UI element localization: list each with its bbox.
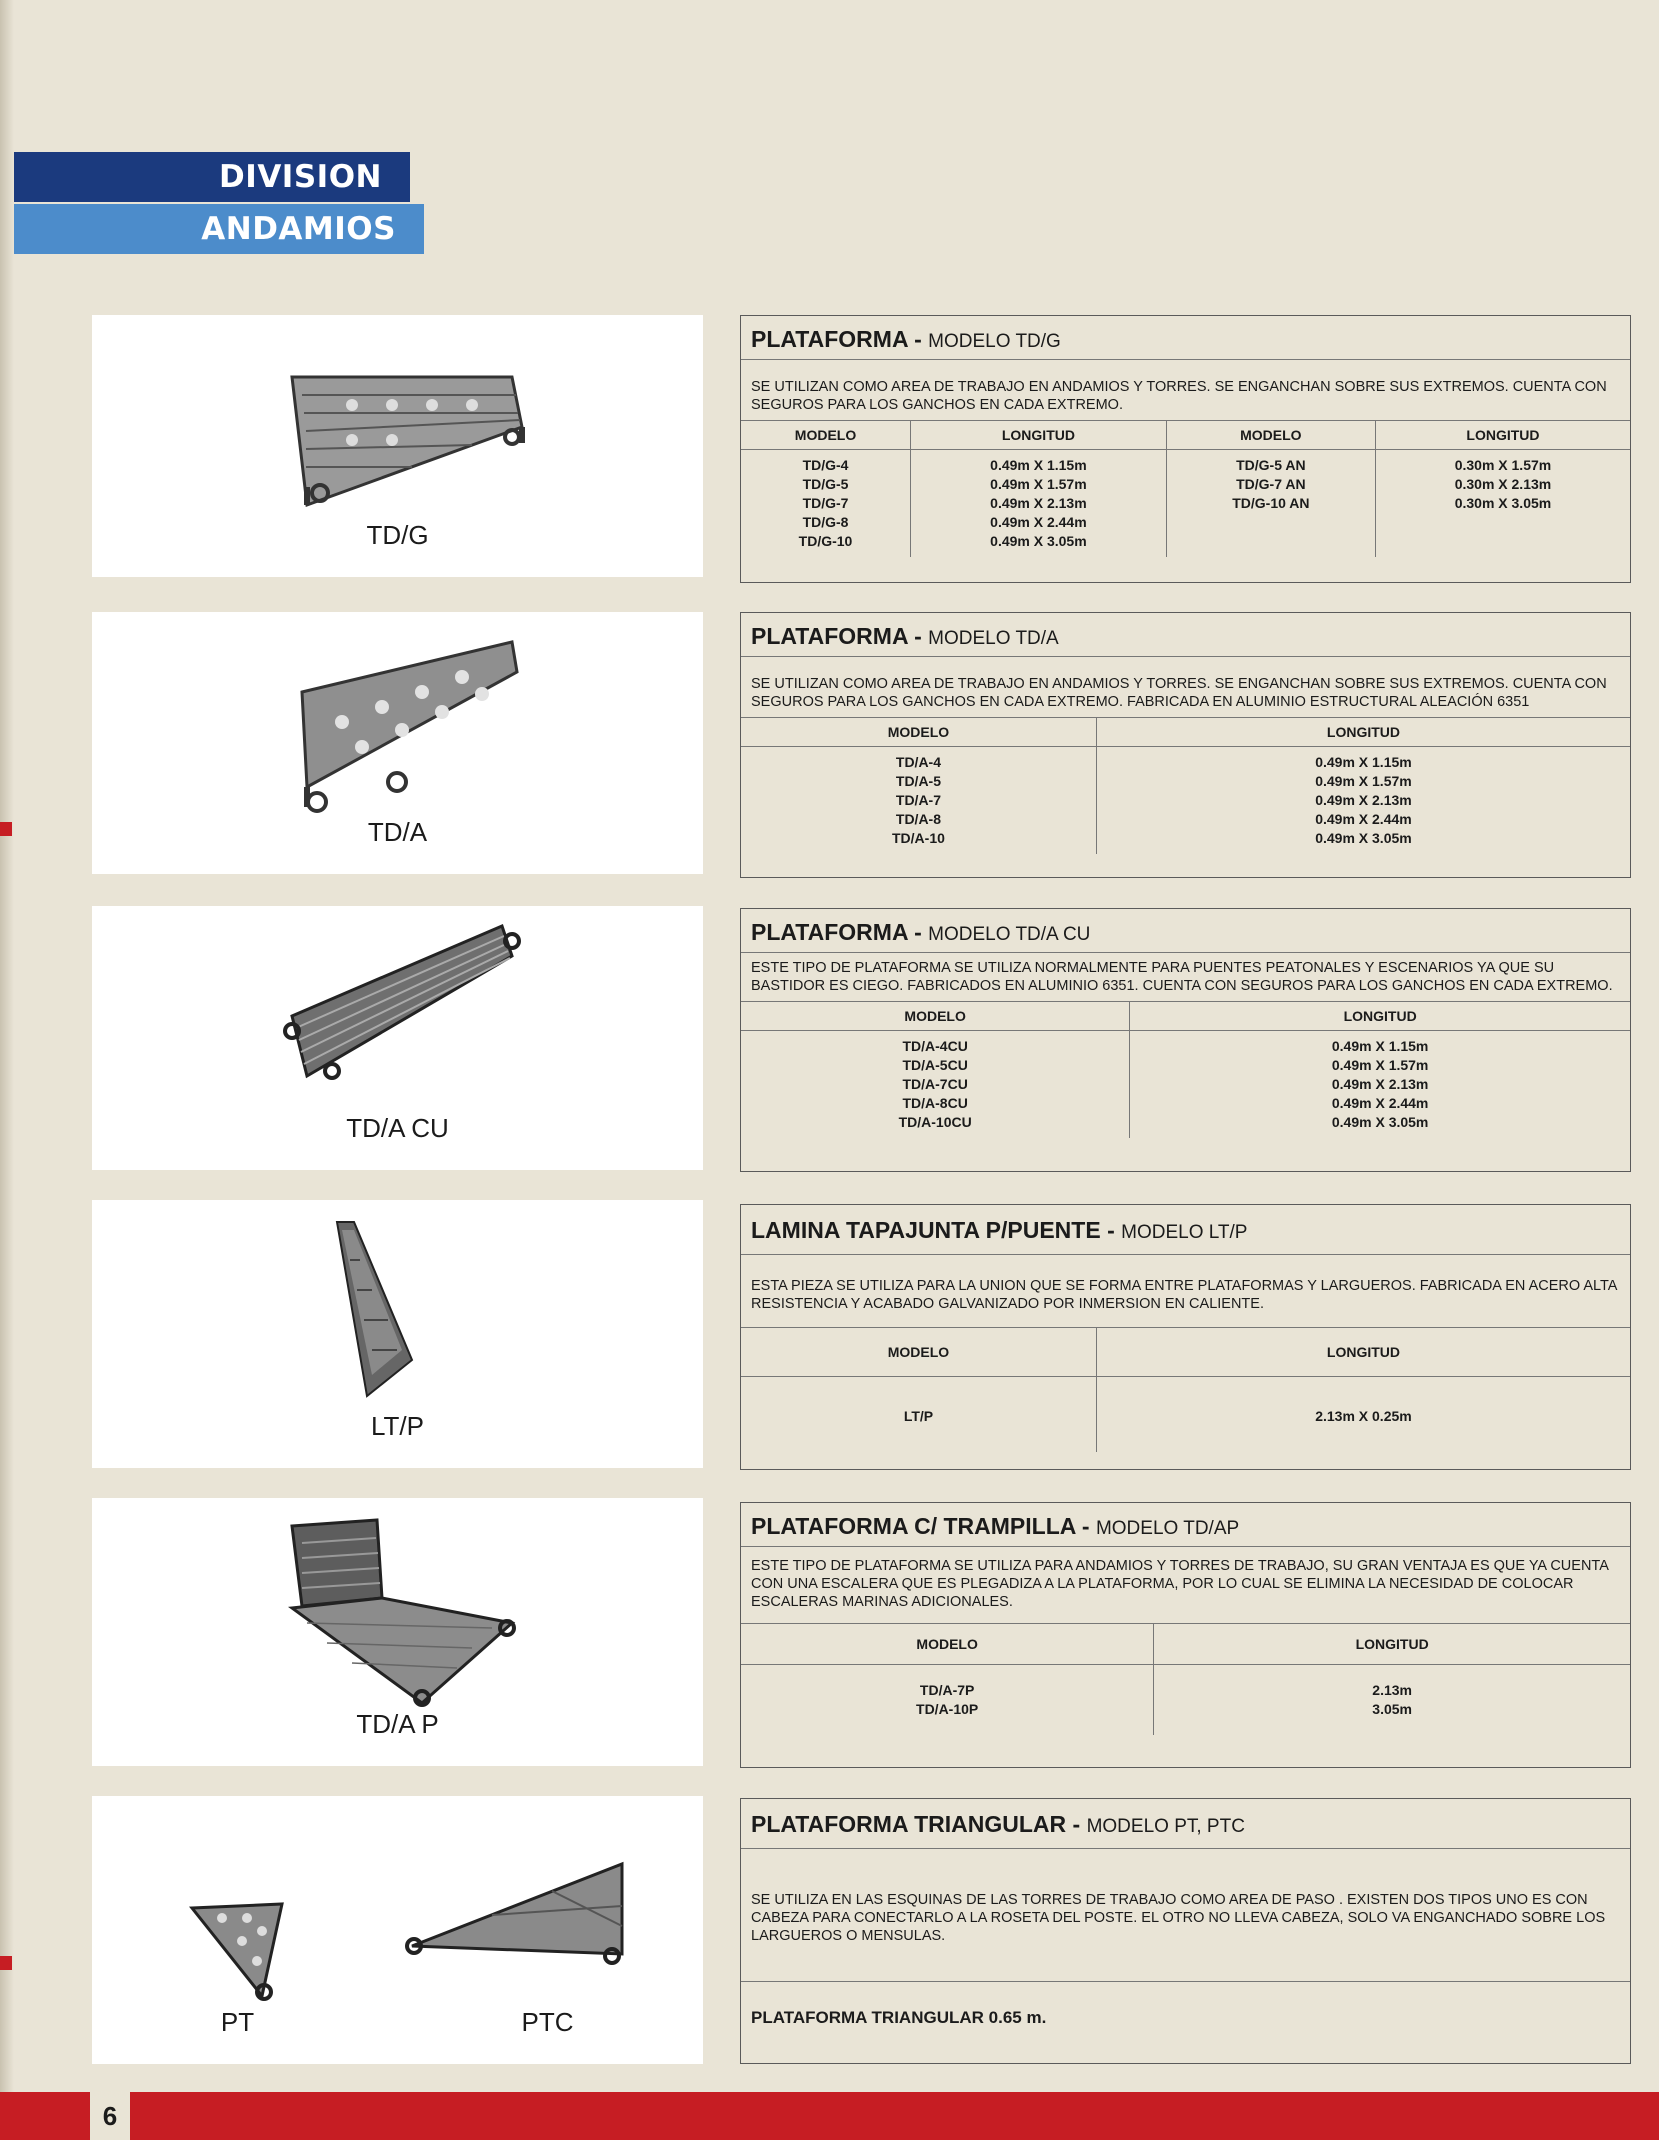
photo-caption-ptc: PTC xyxy=(521,2007,574,2037)
length-list: 0.49m X 1.15m 0.49m X 1.57m 0.49m X 2.13m 0.49m X 2.44m 0.49m X 3.05m xyxy=(1331,1038,1429,1130)
spec-table xyxy=(741,1328,1630,1452)
product-photo-tda xyxy=(92,612,703,874)
length-list: 0.49m X 1.15m 0.49m X 1.57m 0.49m X 2.13m 0.49m X 2.44m 0.49m X 3.05m xyxy=(911,450,1167,558)
footer-bar xyxy=(0,2092,1659,2140)
spec-box-tdg xyxy=(740,315,1631,583)
col-header-modelo: MODELO xyxy=(1166,421,1375,450)
product-photo-ltp xyxy=(92,1200,703,1468)
col-header-modelo: MODELO xyxy=(741,718,1096,747)
product-name: LAMINA TAPAJUNTA P/PUENTE - xyxy=(751,1217,1115,1243)
model-list: LT/P xyxy=(741,1377,1096,1453)
page-number: 6 xyxy=(90,2092,130,2140)
col-header-modelo: MODELO xyxy=(741,1328,1096,1377)
length-list: 2.13m 3.05m xyxy=(1372,1682,1412,1717)
spec-description: ESTE TIPO DE PLATAFORMA SE UTILIZA PARA ANDAMIOS Y TORRES DE TRABAJO, SU GRAN VENTAJA ES QUE YA CUENTA CON UNA ESCALERA QUE ES PLEGADIZA A LA PLATAFORMA, POR LO CUAL SE ELIMINA LA NECESIDAD DE COLOCAR ESCALERAS MARINAS ADICIONALES. xyxy=(741,1547,1630,1624)
spec-box-ltp xyxy=(740,1204,1631,1470)
photo-caption: TD/A xyxy=(367,817,428,847)
spec-title xyxy=(741,316,1630,360)
spec-title xyxy=(741,1503,1630,1547)
photo-caption: LT/P xyxy=(371,1411,424,1441)
model-subtitle: MODELO TD/G xyxy=(928,331,1061,352)
col-header-longitud: LONGITUD xyxy=(1096,718,1630,747)
spec-box-tda xyxy=(740,612,1631,878)
spec-table xyxy=(741,1624,1630,1735)
model-subtitle: MODELO LT/P xyxy=(1121,1222,1248,1243)
spec-box-tdacu xyxy=(740,908,1631,1172)
photo-caption: TD/A P xyxy=(356,1709,439,1739)
photo-caption: TD/G xyxy=(366,520,429,550)
col-header-longitud: LONGITUD xyxy=(1130,1002,1630,1031)
model-list: TD/A-7P TD/A-10P xyxy=(741,1665,1154,1736)
length-list: 2.13m X 0.25m xyxy=(1315,1408,1412,1424)
model-subtitle: MODELO TD/A CU xyxy=(928,924,1091,945)
spec-note: PLATAFORMA TRIANGULAR 0.65 m. xyxy=(751,2008,1047,2027)
col-header-modelo: MODELO xyxy=(741,421,911,450)
spec-description: ESTE TIPO DE PLATAFORMA SE UTILIZA NORMALMENTE PARA PUENTES PEATONALES Y ESCENARIOS YA QUE SU BASTIDOR ES CIEGO. FABRICADOS EN ALUMINIO 6351. CUENTA CON SEGUROS PARA LOS GANCHOS EN CADA EXTREMO. xyxy=(741,953,1630,1002)
spec-description: SE UTILIZA EN LAS ESQUINAS DE LAS TORRES DE TRABAJO COMO AREA DE PASO . EXISTEN DOS TIPOS UNO ES CON CABEZA PARA CONECTARLO A LA ROSETA DEL POSTE. EL OTRO NO LLEVA CABEZA, SOLO VA ENGANCHADO SOBRE LOS LARGUEROS O MENSULAS. xyxy=(741,1849,1630,1982)
col-header-longitud: LONGITUD xyxy=(1154,1624,1630,1665)
model-subtitle: MODELO TD/A xyxy=(928,628,1059,649)
spec-box-pt-ptc xyxy=(740,1798,1631,2064)
model-list: TD/G-4 TD/G-5 TD/G-7 TD/G-8 TD/G-10 xyxy=(741,450,911,558)
page-edge xyxy=(0,0,14,2140)
length-list: 0.49m X 1.15m 0.49m X 1.57m 0.49m X 2.13m 0.49m X 2.44m 0.49m X 3.05m xyxy=(1315,754,1412,846)
section-header-division: DIVISION xyxy=(14,152,410,202)
photo-caption-pt: PT xyxy=(220,2007,255,2037)
product-photo-pt-ptc xyxy=(92,1796,703,2064)
model-list: TD/A-4CU TD/A-5CU TD/A-7CU TD/A-8CU TD/A-10CU xyxy=(741,1031,1130,1139)
length-list: 0.30m X 1.57m 0.30m X 2.13m 0.30m X 3.05m xyxy=(1454,457,1552,511)
spec-description: SE UTILIZAN COMO AREA DE TRABAJO EN ANDAMIOS Y TORRES. SE ENGANCHAN SOBRE SUS EXTREMOS. CUENTA CON SEGUROS PARA LOS GANCHOS EN CADA EXTREMO. FABRICADA EN ALUMINIO ESTRUCTURAL ALEACIÓN 6351 xyxy=(741,669,1630,718)
product-name: PLATAFORMA - xyxy=(751,919,922,945)
spec-table xyxy=(741,718,1630,854)
product-photo-tdacu xyxy=(92,906,703,1170)
spec-table xyxy=(741,1002,1630,1138)
spec-title xyxy=(741,1799,1630,1849)
model-list: TD/G-5 AN TD/G-7 AN TD/G-10 AN xyxy=(1166,450,1375,558)
product-name: PLATAFORMA - xyxy=(751,623,922,649)
product-name: PLATAFORMA C/ TRAMPILLA - xyxy=(751,1513,1090,1539)
product-photo-tdap xyxy=(92,1498,703,1766)
model-list: TD/A-4 TD/A-5 TD/A-7 TD/A-8 TD/A-10 xyxy=(741,747,1096,855)
spec-table xyxy=(741,421,1630,557)
spec-description: ESTA PIEZA SE UTILIZA PARA LA UNION QUE SE FORMA ENTRE PLATAFORMAS Y LARGUEROS. FABRICADA EN ACERO ALTA RESISTENCIA Y ACABADO GALVANIZADO POR INMERSION EN CALIENTE. xyxy=(741,1255,1630,1328)
product-name: PLATAFORMA TRIANGULAR - xyxy=(751,1811,1081,1837)
spec-title xyxy=(741,909,1630,953)
red-edge-mark xyxy=(0,1956,12,1970)
spec-description: SE UTILIZAN COMO AREA DE TRABAJO EN ANDAMIOS Y TORRES. SE ENGANCHAN SOBRE SUS EXTREMOS. CUENTA CON SEGUROS PARA LOS GANCHOS EN CADA EXTREMO. xyxy=(741,372,1630,421)
col-header-longitud: LONGITUD xyxy=(911,421,1167,450)
photo-caption: TD/A CU xyxy=(346,1113,449,1143)
col-header-longitud: LONGITUD xyxy=(1375,421,1630,450)
col-header-modelo: MODELO xyxy=(741,1002,1130,1031)
col-header-longitud: LONGITUD xyxy=(1096,1328,1630,1377)
model-subtitle: MODELO PT, PTC xyxy=(1086,1816,1245,1837)
product-photo-tdg xyxy=(92,315,703,577)
product-name: PLATAFORMA - xyxy=(751,326,922,352)
spec-box-tdap xyxy=(740,1502,1631,1768)
model-subtitle: MODELO TD/AP xyxy=(1095,1518,1240,1539)
spec-title xyxy=(741,1205,1630,1255)
red-edge-mark xyxy=(0,822,12,836)
col-header-modelo: MODELO xyxy=(741,1624,1154,1665)
section-header-andamios: ANDAMIOS xyxy=(14,204,424,254)
spec-title xyxy=(741,613,1630,657)
